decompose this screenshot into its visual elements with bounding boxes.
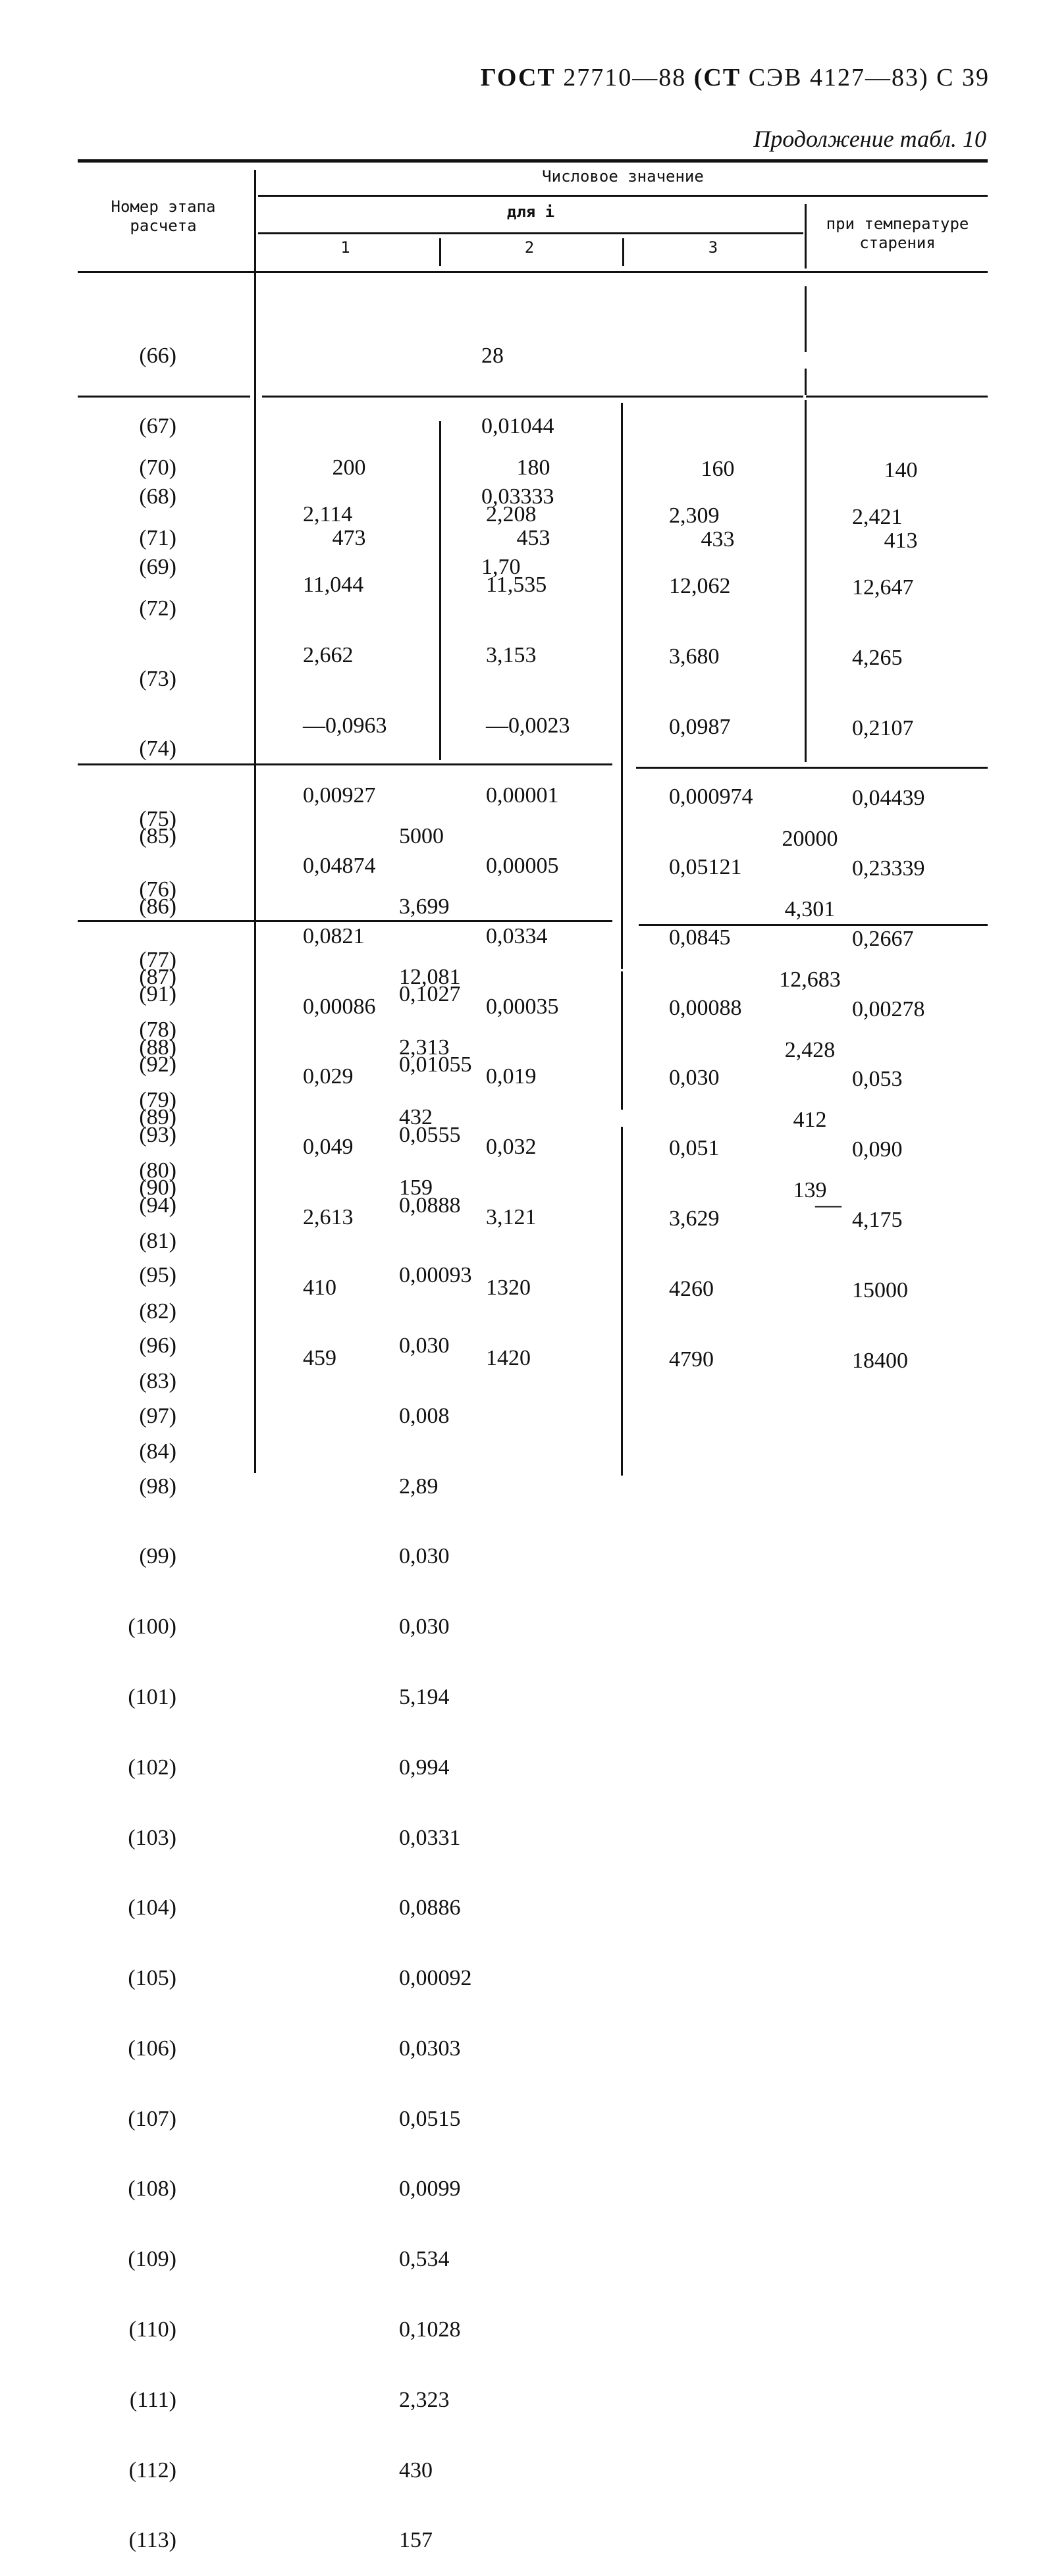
value-cell: 433: [701, 527, 735, 552]
value-cell: 12,062: [669, 573, 731, 598]
value-cell: 0,05121: [669, 855, 742, 880]
group2-i2-values: [486, 456, 570, 1393]
step-number: (101): [128, 1685, 176, 1709]
step-number: (90): [139, 1175, 176, 1200]
group4-values: [399, 936, 472, 2576]
value-cell: 140: [884, 458, 918, 483]
step-number: (100): [128, 1614, 176, 1639]
step-column-header: Номер этапа расчета: [111, 197, 216, 235]
step-number: (84): [139, 1439, 176, 1464]
aging-group1-divider: [805, 286, 807, 352]
step-number: (109): [128, 2247, 176, 2272]
value-cell: 0,0303: [399, 2036, 461, 2061]
table-top-rule: [78, 159, 988, 163]
step-number: (97): [139, 1403, 176, 1428]
value-cell: 0,994: [399, 1755, 450, 1780]
for-i-header: для i: [506, 203, 555, 221]
numeric-value-header: Числовое значение: [542, 167, 704, 186]
value-cell: 0,0845: [669, 925, 731, 950]
value-cell: 2,428: [784, 1037, 836, 1062]
step-number: (77): [139, 947, 176, 972]
i1-i2-divider: [439, 421, 441, 760]
value-cell: 5000: [399, 824, 444, 849]
step-number: (73): [139, 666, 176, 691]
value-cell: 2,208: [486, 502, 537, 527]
step-number: (81): [139, 1228, 176, 1253]
standard-sev-open: (СТ: [693, 64, 741, 91]
page-number: С 39: [936, 64, 990, 91]
step-number: (96): [139, 1333, 176, 1358]
value-cell: 413: [884, 528, 918, 553]
value-cell: 4790: [669, 1347, 714, 1372]
step-number: (85): [139, 824, 176, 849]
value-cell: 0,00035: [486, 994, 559, 1019]
standard-sev-code: 4127—83): [809, 64, 929, 91]
header-bottom-rule: [78, 271, 988, 273]
aging-group2-divider: [805, 400, 807, 762]
value-cell: 0,030: [669, 1066, 720, 1091]
value-cell: 0,008: [399, 1403, 450, 1428]
value-cell: 0,0888: [399, 1193, 461, 1218]
value-cell: 139: [793, 1178, 827, 1203]
step-number: (94): [139, 1193, 176, 1218]
value-cell: 0,0099: [399, 2177, 461, 2202]
value-cell: 1420: [486, 1345, 531, 1370]
group3-right-values: [737, 781, 882, 1225]
step-number: (88): [139, 1035, 176, 1060]
value-cell: 0,032: [486, 1135, 537, 1160]
step-number: (71): [139, 525, 176, 550]
value-cell: 3,121: [486, 1205, 537, 1229]
standard-prefix: ГОСТ: [480, 64, 556, 91]
step-number: (67): [139, 413, 176, 438]
value-cell: 0,0555: [399, 1122, 461, 1147]
value-cell: 160: [701, 457, 735, 482]
value-cell: 0,1028: [399, 2317, 461, 2342]
value-cell: 15000: [852, 1277, 908, 1302]
value-cell: 4,265: [852, 645, 903, 670]
value-cell: 0,00086: [303, 994, 376, 1019]
step-number: (106): [128, 2036, 176, 2061]
standard-sev: СЭВ: [748, 64, 803, 91]
value-cell: 12,647: [852, 575, 914, 600]
step-number: (70): [139, 455, 176, 480]
value-cell: 0,00093: [399, 1263, 472, 1288]
value-cell: 0,00927: [303, 783, 376, 808]
header-rule-numeric: [258, 195, 988, 197]
aging-group1-divider-low: [805, 369, 807, 395]
value-cell: 2,89: [399, 1474, 439, 1499]
step-number: (86): [139, 894, 176, 919]
step-number: (91): [139, 982, 176, 1007]
value-cell: 11,044: [303, 572, 364, 597]
value-cell: 410: [303, 1275, 336, 1300]
step-number: (110): [128, 2317, 176, 2342]
value-cell: 432: [399, 1105, 433, 1130]
value-cell: 28: [481, 344, 504, 369]
value-cell: 0,000974: [669, 785, 753, 810]
value-cell: 0,04439: [852, 786, 925, 811]
step-number: (113): [128, 2528, 176, 2553]
value-cell: 1320: [486, 1275, 531, 1300]
step-number: (68): [139, 484, 176, 509]
step-number: (103): [128, 1825, 176, 1850]
value-cell: 2,114: [303, 502, 353, 527]
value-cell: 3,680: [669, 644, 720, 669]
step-number: (87): [139, 964, 176, 989]
value-cell: 0,0821: [303, 923, 365, 948]
value-cell: 430: [399, 2458, 433, 2483]
step-number: (74): [139, 736, 176, 761]
step-number: (105): [128, 1966, 176, 1991]
step-number: (112): [128, 2458, 176, 2483]
value-cell: 2,613: [303, 1205, 354, 1229]
value-cell: 473: [332, 525, 366, 550]
aging-temp-header: при температуре старения: [826, 215, 969, 252]
value-cell: 200: [332, 455, 366, 480]
value-cell: 0,2107: [852, 715, 914, 740]
value-cell: 459: [303, 1345, 336, 1370]
value-cell: 11,535: [486, 572, 547, 597]
value-cell: 0,029: [303, 1064, 354, 1089]
value-cell: 0,03333: [481, 484, 554, 509]
value-cell: 0,00088: [669, 995, 742, 1020]
step-number: (95): [139, 1263, 176, 1288]
step-number: (72): [139, 596, 176, 621]
table-continuation-label: Продолжение табл. 10: [753, 126, 986, 152]
value-cell: 2,421: [852, 505, 903, 530]
value-cell: 3,629: [669, 1206, 720, 1231]
page-header: [481, 63, 990, 92]
value-cell: 0,090: [852, 1137, 903, 1162]
value-cell: 0,2667: [852, 926, 914, 951]
step-number: (108): [128, 2177, 176, 2202]
step-number: (79): [139, 1088, 176, 1113]
step-number: (80): [139, 1158, 176, 1183]
value-cell: 412: [793, 1108, 827, 1133]
value-cell: 4,301: [784, 896, 836, 921]
step-number: (107): [128, 2106, 176, 2131]
value-cell: 0,01055: [399, 1052, 472, 1077]
sub-header-1: 1: [340, 238, 350, 257]
step-number: (111): [129, 2387, 176, 2412]
step-number: (83): [139, 1369, 176, 1394]
value-cell: 3,699: [399, 894, 450, 919]
value-cell: 0,0331: [399, 1825, 461, 1850]
value-cell: 5,194: [399, 1685, 450, 1709]
value-cell: 0,00278: [852, 996, 925, 1021]
step-column-divider: [254, 170, 256, 1473]
value-cell: 0,00001: [486, 783, 559, 808]
standard-code: 27710—88: [563, 64, 687, 91]
step-number: (78): [139, 1018, 176, 1043]
group4-aging-dash: —: [815, 1189, 841, 1219]
value-cell: 0,534: [399, 2247, 450, 2272]
value-cell: 18400: [852, 1348, 908, 1373]
step-number: (89): [139, 1105, 176, 1130]
value-cell: 453: [516, 525, 550, 550]
value-cell: 0,019: [486, 1064, 537, 1089]
group1-bottom-rule-aging: [806, 396, 988, 398]
step-number: (82): [139, 1299, 176, 1324]
value-cell: 0,053: [852, 1067, 903, 1092]
value-cell: 0,0987: [669, 714, 731, 739]
aging-header-divider: [805, 204, 807, 269]
step-number: (76): [139, 877, 176, 902]
step-number: (98): [139, 1474, 176, 1499]
value-cell: 0,030: [399, 1614, 450, 1639]
value-cell: 159: [399, 1175, 433, 1200]
group2-i1-values: [303, 456, 387, 1393]
value-cell: 0,030: [399, 1544, 450, 1569]
value-cell: 0,0334: [486, 923, 548, 948]
value-cell: 20000: [782, 827, 838, 852]
value-cell: 0,0515: [399, 2106, 461, 2131]
step-number: (66): [139, 344, 176, 369]
step-number: (92): [139, 1052, 176, 1077]
value-cell: 157: [399, 2528, 433, 2553]
sub-header-3: 3: [708, 238, 718, 257]
value-cell: 2,309: [669, 503, 720, 528]
step-number: (93): [139, 1122, 176, 1147]
value-cell: 2,662: [303, 642, 354, 667]
value-cell: 0,1027: [399, 982, 461, 1007]
value-cell: 0,049: [303, 1135, 354, 1160]
value-cell: 0,04874: [303, 854, 376, 879]
value-cell: 12,683: [779, 967, 841, 992]
header-rule-for-i: [258, 232, 803, 234]
sub-header-2: 2: [524, 238, 535, 257]
value-cell: —0,0963: [303, 713, 387, 738]
value-cell: 0,0886: [399, 1895, 461, 1920]
value-cell: 12,081: [399, 964, 461, 989]
value-cell: 4260: [669, 1276, 714, 1301]
value-cell: 0,051: [669, 1136, 720, 1161]
value-cell: 2,323: [399, 2387, 450, 2412]
value-cell: 1,70: [481, 554, 521, 579]
step-number: (69): [139, 554, 176, 579]
value-cell: 180: [516, 455, 550, 480]
value-cell: 3,153: [486, 642, 537, 667]
value-cell: 0,00005: [486, 854, 559, 879]
value-cell: 0,23339: [852, 856, 925, 881]
right-divider-low-2: [621, 1127, 623, 1476]
i3-left-divider: [621, 403, 623, 969]
step-number: (104): [128, 1895, 176, 1920]
step-number: (102): [128, 1755, 176, 1780]
right-divider-low-1: [621, 971, 623, 1110]
steps-group-4: [99, 936, 176, 2576]
value-cell: —0,0023: [486, 713, 570, 738]
value-cell: 0,01044: [481, 413, 554, 438]
value-cell: 0,030: [399, 1333, 450, 1358]
value-cell: 4,175: [852, 1208, 903, 1232]
value-cell: 0,00092: [399, 1966, 472, 1991]
step-number: (99): [139, 1544, 176, 1569]
value-cell: 2,313: [399, 1035, 450, 1060]
step-number: (75): [139, 807, 176, 832]
